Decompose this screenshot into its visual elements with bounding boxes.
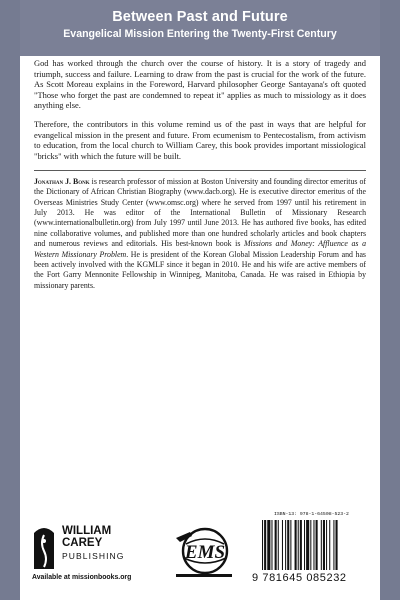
- barcode-bar: [321, 520, 322, 570]
- barcode-bar: [333, 520, 334, 570]
- barcode-bar: [290, 520, 291, 570]
- barcode-bar: [282, 520, 283, 570]
- barcode-bar: [316, 520, 318, 570]
- bio-book-title: Missions and Money: Affluence as a Western Missionary Problem: [34, 239, 366, 259]
- barcode-bar: [329, 520, 330, 570]
- description-paragraph-2: Therefore, the contributors in this volume remind us of the past in ways that are helpful for evangelical mission in the present and future. From ecumenism to Pentecostalism, from activism to education, from the local church to William Carey, this book provides important missiological "bricks" with which the future will be built.: [34, 119, 366, 161]
- barcode-bar: [287, 520, 289, 570]
- barcode: [250, 512, 374, 588]
- author-bio: [34, 177, 366, 291]
- book-subtitle: Evangelical Mission Entering the Twenty-First Century: [63, 28, 337, 40]
- barcode-bar: [313, 520, 314, 570]
- publisher-line-3: PUBLISHING: [62, 551, 125, 561]
- publisher-name: [62, 525, 125, 562]
- barcode-bar: [323, 520, 325, 570]
- back-cover-panel: [20, 0, 380, 600]
- barcode-bar: [275, 520, 277, 570]
- isbn-text: ISBN-13: 978-1-64508-523-2: [274, 512, 349, 517]
- author-name: Jonathan J. Bonk: [34, 177, 90, 187]
- barcode-bar: [262, 520, 263, 570]
- barcode-bar: [300, 520, 302, 570]
- spine-edge-right: [380, 0, 400, 600]
- footer: [20, 502, 380, 600]
- description: [34, 58, 366, 299]
- barcode-digits: 9 781645 085232: [252, 572, 347, 584]
- spine-edge-left: [0, 0, 20, 600]
- barcode-bars: [252, 520, 372, 574]
- divider: [34, 170, 366, 171]
- barcode-bar: [336, 520, 338, 570]
- title-header: [20, 0, 380, 56]
- barcode-bar: [264, 520, 266, 570]
- barcode-bar: [304, 520, 305, 570]
- description-paragraph-1: God has worked through the church over the course of history. It is a story of tragedy and triumph, success and failure. Learning to draw from the past is crucial for the work of the future. As Scott Moreau explains in the Foreword, Harvard philosopher George Santayana's oft quoted "Those who forget the past are condemned to repeat it" applies as much to missiology as it does anything else.: [34, 58, 366, 111]
- barcode-bar: [295, 520, 297, 570]
- barcode-bar: [298, 520, 299, 570]
- book-title: Between Past and Future: [112, 9, 288, 25]
- barcode-bar: [310, 520, 311, 570]
- publisher-line-2: CAREY: [62, 537, 103, 549]
- barcode-bar: [278, 520, 279, 570]
- barcode-bar: [267, 520, 270, 570]
- barcode-bar: [306, 520, 309, 570]
- barcode-bar: [326, 520, 327, 570]
- barcode-bar: [285, 520, 286, 570]
- publisher-emblem-icon: [32, 525, 56, 571]
- ems-letters: EMS: [184, 542, 226, 563]
- publisher-url: Available at missionbooks.org: [32, 574, 132, 581]
- bio-text-1: is research professor of mission at Boston University and founding director emeritus of the Dictionary of African Christian Biography (www.dacb.org). He is executive director emeritus of the Overseas Ministries Study Center (www.omsc.org) where he served from 1997 until his retirement in July 2013. He was editor of the International Bulletin of Missionary Research (www.internationalbulletin.org) from July 1997 until June 2013. He has authored five books, has edited nine collaborative volumes, and published more than one hundred scholarly articles and book chapters and numerous reviews and editorials. His best-known book is: [34, 177, 366, 249]
- publisher-line-1: WILLIAM: [62, 525, 112, 537]
- barcode-bar: [271, 520, 272, 570]
- ems-logo-icon: [172, 522, 236, 584]
- publisher-logo: [32, 525, 137, 580]
- bio-text-2: . He is president of the Korean Global Mission Leadership Forum and has been actively involved with the KGMLF since it began in 2010. He and his wife are active members of the Fort Garry Mennonite Fellowship in Winnipeg, Manitoba, Canada. He was raised in Ethiopia by missionary parents.: [34, 249, 366, 290]
